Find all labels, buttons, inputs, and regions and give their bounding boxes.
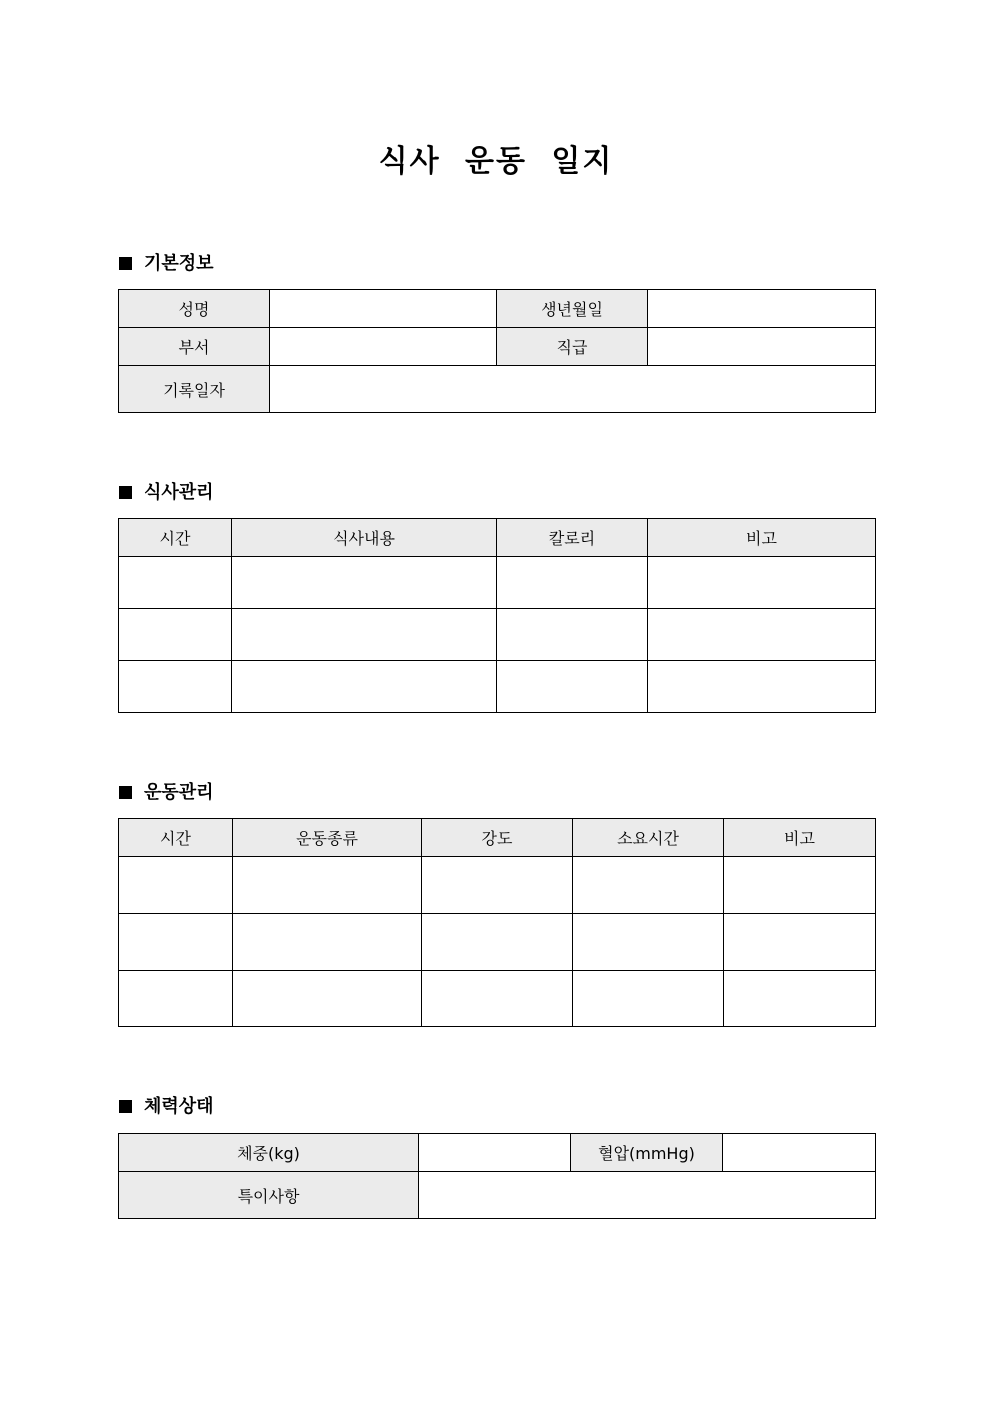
meal-content-cell[interactable] bbox=[232, 557, 497, 609]
exercise-type-cell[interactable] bbox=[233, 914, 422, 971]
record-date-label: 기록일자 bbox=[119, 366, 270, 413]
exercise-time-cell[interactable] bbox=[119, 971, 233, 1027]
column-header-exercise-type: 운동종류 bbox=[233, 819, 422, 857]
table-header-row bbox=[119, 519, 876, 557]
record-date-field[interactable] bbox=[270, 366, 876, 413]
square-bullet-icon bbox=[119, 486, 132, 499]
section-heading-label: 체력상태 bbox=[144, 1096, 214, 1117]
section-heading-label: 운동관리 bbox=[144, 782, 214, 803]
exercise-time-cell[interactable] bbox=[119, 857, 233, 914]
meal-calories-cell[interactable] bbox=[497, 609, 648, 661]
column-header-remarks: 비고 bbox=[724, 819, 876, 857]
exercise-table bbox=[118, 818, 876, 1027]
section-heading-basic-info bbox=[119, 252, 214, 276]
column-header-calories: 칼로리 bbox=[497, 519, 648, 557]
birthdate-field[interactable] bbox=[648, 290, 876, 328]
weight-field[interactable] bbox=[419, 1134, 571, 1172]
department-label: 부서 bbox=[119, 328, 270, 366]
table-row bbox=[119, 661, 876, 713]
column-header-remarks: 비고 bbox=[648, 519, 876, 557]
meal-remarks-cell[interactable] bbox=[648, 609, 876, 661]
exercise-type-cell[interactable] bbox=[233, 971, 422, 1027]
exercise-remarks-cell[interactable] bbox=[724, 857, 876, 914]
weight-label: 체중(kg) bbox=[119, 1134, 419, 1172]
basic-info-table bbox=[118, 289, 876, 413]
table-row bbox=[119, 857, 876, 914]
column-header-intensity: 강도 bbox=[422, 819, 573, 857]
notes-field[interactable] bbox=[419, 1172, 876, 1219]
birthdate-label: 생년월일 bbox=[497, 290, 648, 328]
meal-time-cell[interactable] bbox=[119, 557, 232, 609]
table-row bbox=[119, 971, 876, 1027]
table-row bbox=[119, 609, 876, 661]
table-row bbox=[119, 557, 876, 609]
exercise-remarks-cell[interactable] bbox=[724, 914, 876, 971]
fitness-table bbox=[118, 1133, 876, 1219]
meal-content-cell[interactable] bbox=[232, 609, 497, 661]
notes-label: 특이사항 bbox=[119, 1172, 419, 1219]
table-row bbox=[119, 366, 876, 413]
table-row bbox=[119, 290, 876, 328]
square-bullet-icon bbox=[119, 786, 132, 799]
table-row bbox=[119, 1134, 876, 1172]
exercise-remarks-cell[interactable] bbox=[724, 971, 876, 1027]
table-header-row bbox=[119, 819, 876, 857]
column-header-duration: 소요시간 bbox=[573, 819, 724, 857]
section-heading-meal bbox=[119, 481, 214, 505]
department-field[interactable] bbox=[270, 328, 497, 366]
column-header-time: 시간 bbox=[119, 819, 233, 857]
exercise-duration-cell[interactable] bbox=[573, 914, 724, 971]
page-title: 식사 운동 일지 bbox=[378, 144, 614, 179]
exercise-intensity-cell[interactable] bbox=[422, 971, 573, 1027]
table-row bbox=[119, 328, 876, 366]
meal-content-cell[interactable] bbox=[232, 661, 497, 713]
exercise-duration-cell[interactable] bbox=[573, 857, 724, 914]
exercise-duration-cell[interactable] bbox=[573, 971, 724, 1027]
meal-time-cell[interactable] bbox=[119, 661, 232, 713]
square-bullet-icon bbox=[119, 1100, 132, 1113]
meal-table bbox=[118, 518, 876, 713]
position-label: 직급 bbox=[497, 328, 648, 366]
table-row bbox=[119, 914, 876, 971]
exercise-intensity-cell[interactable] bbox=[422, 857, 573, 914]
column-header-meal-content: 식사내용 bbox=[232, 519, 497, 557]
table-row bbox=[119, 1172, 876, 1219]
blood-pressure-label: 혈압(mmHg) bbox=[571, 1134, 723, 1172]
blood-pressure-field[interactable] bbox=[723, 1134, 876, 1172]
square-bullet-icon bbox=[119, 257, 132, 270]
position-field[interactable] bbox=[648, 328, 876, 366]
section-heading-label: 기본정보 bbox=[144, 253, 214, 274]
section-heading-fitness bbox=[119, 1095, 214, 1119]
section-heading-label: 식사관리 bbox=[144, 482, 214, 503]
meal-remarks-cell[interactable] bbox=[648, 557, 876, 609]
column-header-time: 시간 bbox=[119, 519, 232, 557]
exercise-type-cell[interactable] bbox=[233, 857, 422, 914]
meal-calories-cell[interactable] bbox=[497, 557, 648, 609]
meal-calories-cell[interactable] bbox=[497, 661, 648, 713]
exercise-intensity-cell[interactable] bbox=[422, 914, 573, 971]
meal-remarks-cell[interactable] bbox=[648, 661, 876, 713]
name-label: 성명 bbox=[119, 290, 270, 328]
meal-time-cell[interactable] bbox=[119, 609, 232, 661]
exercise-time-cell[interactable] bbox=[119, 914, 233, 971]
name-field[interactable] bbox=[270, 290, 497, 328]
section-heading-exercise bbox=[119, 781, 214, 805]
